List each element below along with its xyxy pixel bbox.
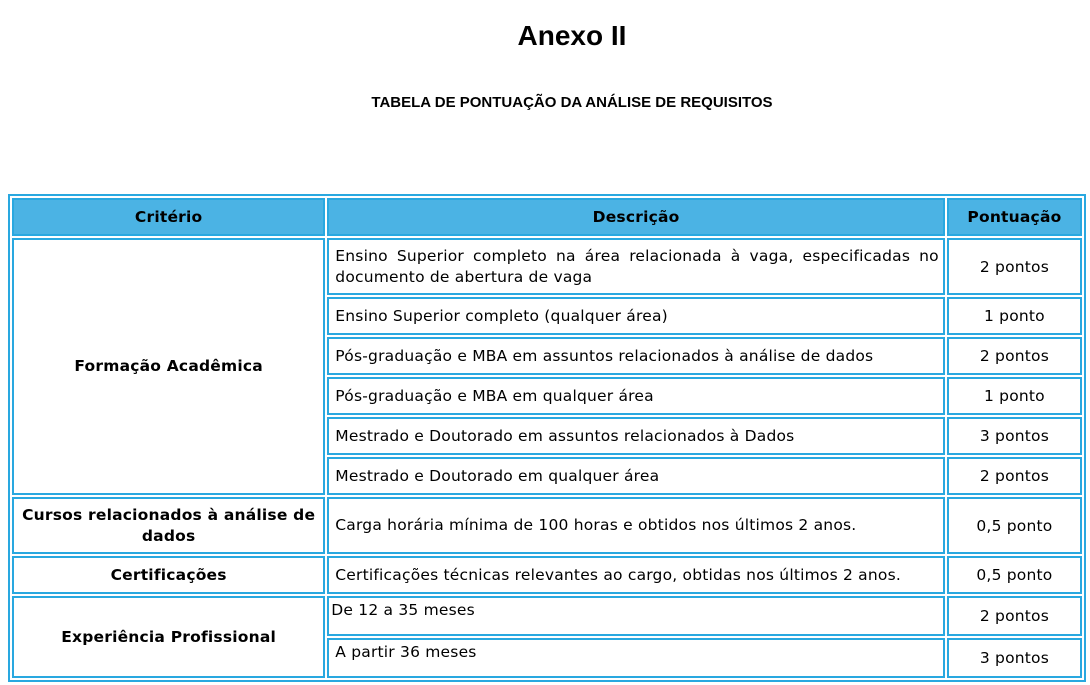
criterion-experiencia: Experiência Profissional xyxy=(12,596,325,678)
points-cell: 1 ponto xyxy=(947,377,1082,415)
description-cell: Mestrado e Doutorado em qualquer área xyxy=(327,457,945,495)
criterion-formacao-academica: Formação Acadêmica xyxy=(12,238,325,495)
criterion-certificacoes: Certificações xyxy=(12,556,325,594)
description-cell: Mestrado e Doutorado em assuntos relacionados à Dados xyxy=(327,417,945,455)
points-cell: 0,5 ponto xyxy=(947,497,1082,554)
criterion-cursos: Cursos relacionados à análise de dados xyxy=(12,497,325,554)
header-pontuacao: Pontuação xyxy=(947,198,1082,236)
page-title: Anexo II xyxy=(517,20,627,51)
table-row xyxy=(12,556,1082,594)
table-row xyxy=(12,596,1082,636)
points-cell: 2 pontos xyxy=(947,337,1082,375)
header-criterio: Critério xyxy=(12,198,325,236)
description-cell: Pós-graduação e MBA em qualquer área xyxy=(327,377,945,415)
description-cell: Ensino Superior completo na área relacionada à vaga, especificadas no documento de abertura de vaga xyxy=(327,238,945,295)
description-cell: Ensino Superior completo (qualquer área) xyxy=(327,297,945,335)
table-subtitle: TABELA DE PONTUAÇÃO DA ANÁLISE DE REQUISITOS xyxy=(371,94,773,111)
points-cell: 1 ponto xyxy=(947,297,1082,335)
table-row xyxy=(12,497,1082,554)
description-cell: Certificações técnicas relevantes ao cargo, obtidas nos últimos 2 anos. xyxy=(327,556,945,594)
points-cell: 0,5 ponto xyxy=(947,556,1082,594)
table-header-row xyxy=(12,198,1082,236)
description-cell: Carga horária mínima de 100 horas e obtidos nos últimos 2 anos. xyxy=(327,497,945,554)
points-cell: 2 pontos xyxy=(947,238,1082,295)
scoring-table xyxy=(8,194,1086,682)
description-cell: Pós-graduação e MBA em assuntos relacionados à análise de dados xyxy=(327,337,945,375)
header-descricao: Descrição xyxy=(327,198,945,236)
description-cell: A partir 36 meses xyxy=(327,638,945,678)
points-cell: 2 pontos xyxy=(947,457,1082,495)
description-cell: De 12 a 35 meses xyxy=(327,596,945,636)
points-cell: 3 pontos xyxy=(947,417,1082,455)
table-row xyxy=(12,238,1082,295)
points-cell: 3 pontos xyxy=(947,638,1082,678)
points-cell: 2 pontos xyxy=(947,596,1082,636)
